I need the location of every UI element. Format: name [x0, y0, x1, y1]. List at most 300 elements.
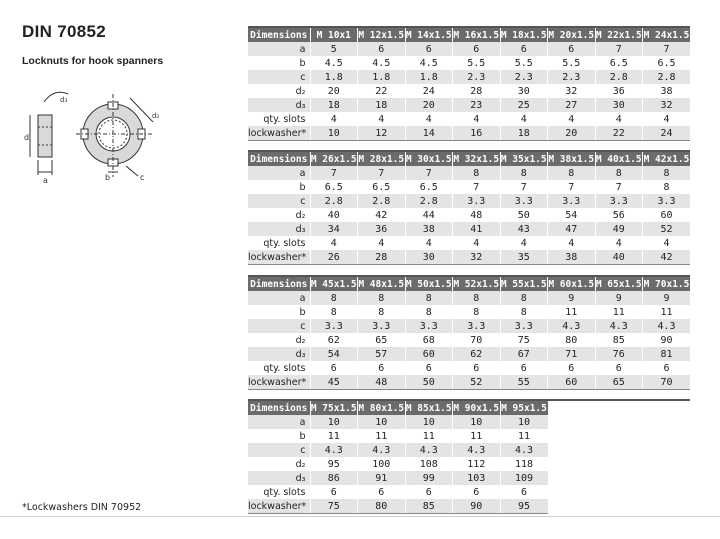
table-cell: 7 — [595, 42, 643, 56]
page-title: DIN 70852 — [22, 22, 106, 41]
column-header-thread-size: M 65x1.5 — [595, 278, 642, 290]
table-cell: 3.3 — [548, 194, 596, 208]
table-row — [248, 236, 690, 250]
row-label: b — [248, 180, 310, 194]
table-cell: 7 — [358, 166, 406, 180]
row-label: d₂ — [248, 333, 310, 347]
row-label: lockwasher* — [248, 499, 310, 514]
table-cell: 54 — [548, 208, 596, 222]
table-row — [248, 222, 690, 236]
table-row — [248, 471, 548, 485]
table-cell: 4 — [500, 236, 548, 250]
table-cell: 52 — [453, 375, 501, 390]
column-header-thread-size: M 42x1.5 — [643, 153, 690, 165]
table-cell: 7 — [405, 166, 453, 180]
column-header-thread-size: M 80x1.5 — [358, 402, 405, 414]
table-cell: 4.5 — [310, 56, 358, 70]
table-row — [248, 180, 690, 194]
table-cell: 109 — [500, 471, 548, 485]
table-cell: 62 — [453, 347, 501, 361]
table-cell: 8 — [643, 180, 691, 194]
table-cell: 6 — [548, 361, 596, 375]
column-header-thread-size: M 40x1.5 — [595, 153, 642, 165]
row-label: d₃ — [248, 98, 310, 112]
column-header-dimensions: Dimensions — [248, 401, 310, 415]
table-cell: 4.3 — [548, 319, 596, 333]
table-cell: 6 — [405, 361, 453, 375]
table-cell: 28 — [453, 84, 501, 98]
table-cell: 9 — [643, 291, 691, 305]
table-cell: 99 — [405, 471, 453, 485]
table-cell: 2.8 — [310, 194, 358, 208]
table-cell: 71 — [548, 347, 596, 361]
table-cell: 70 — [453, 333, 501, 347]
row-label: d₂ — [248, 84, 310, 98]
table-cell: 7 — [643, 42, 691, 56]
table-cell: 45 — [310, 375, 358, 390]
table-cell: 32 — [548, 84, 596, 98]
row-label: lockwasher* — [248, 250, 310, 265]
table-cell: 36 — [595, 84, 643, 98]
row-label: qty. slots — [248, 236, 310, 250]
table-cell: 108 — [405, 457, 453, 471]
table-cell: 11 — [643, 305, 691, 319]
table-cell: 32 — [643, 98, 691, 112]
table-cell: 4.3 — [500, 443, 548, 457]
table-cell: 6.5 — [310, 180, 358, 194]
table-cell: 10 — [453, 415, 501, 429]
table-cell: 9 — [548, 291, 596, 305]
table-cell: 40 — [595, 250, 643, 265]
table-cell: 52 — [643, 222, 691, 236]
column-header-thread-size: M 26x1.5 — [310, 153, 357, 165]
table-cell: 8 — [358, 291, 406, 305]
table-cell: 6 — [310, 485, 358, 499]
table-cell: 6.5 — [358, 180, 406, 194]
dimension-table-4 — [248, 401, 548, 514]
table-header-row — [248, 28, 690, 42]
table-header-row — [248, 277, 690, 291]
column-header-thread-size: M 35x1.5 — [500, 153, 547, 165]
table-cell: 65 — [595, 375, 643, 390]
row-label: c — [248, 194, 310, 208]
table-cell: 4 — [643, 112, 691, 126]
table-cell: 56 — [595, 208, 643, 222]
table-cell: 16 — [453, 126, 501, 141]
row-label: b — [248, 429, 310, 443]
table-row — [248, 443, 548, 457]
table-cell: 60 — [548, 375, 596, 390]
row-label: qty. slots — [248, 485, 310, 499]
table-cell: 2.8 — [405, 194, 453, 208]
row-label: qty. slots — [248, 112, 310, 126]
table-cell: 4.3 — [310, 443, 358, 457]
table-cell: 11 — [500, 429, 548, 443]
table-row — [248, 112, 690, 126]
table-cell: 60 — [643, 208, 691, 222]
table-header-row — [248, 152, 690, 166]
row-label: a — [248, 291, 310, 305]
table-cell: 54 — [310, 347, 358, 361]
table-cell: 4 — [643, 236, 691, 250]
table-cell: 32 — [453, 250, 501, 265]
table-cell: 38 — [643, 84, 691, 98]
table-cell: 18 — [310, 98, 358, 112]
column-header-thread-size: M 45x1.5 — [310, 278, 357, 290]
table-cell: 4 — [310, 236, 358, 250]
locknut-technical-drawing — [18, 82, 168, 187]
table-cell: 100 — [358, 457, 406, 471]
dimension-table-3 — [248, 277, 690, 390]
table-cell: 8 — [500, 166, 548, 180]
column-header-thread-size: M 16x1.5 — [453, 29, 500, 41]
table-cell: 30 — [595, 98, 643, 112]
table-cell: 4 — [310, 112, 358, 126]
table-cell: 18 — [500, 126, 548, 141]
table-cell: 4 — [405, 112, 453, 126]
table-cell: 90 — [643, 333, 691, 347]
table-cell: 40 — [310, 208, 358, 222]
table-row — [248, 84, 690, 98]
table-cell: 81 — [643, 347, 691, 361]
label-d3: d₃ — [60, 96, 68, 104]
row-label: a — [248, 166, 310, 180]
table-cell: 11 — [595, 305, 643, 319]
column-header-thread-size: M 28x1.5 — [358, 153, 405, 165]
table-cell: 5.5 — [500, 56, 548, 70]
table-cell: 23 — [453, 98, 501, 112]
table-row — [248, 305, 690, 319]
table-cell: 35 — [500, 250, 548, 265]
table-cell: 4 — [453, 112, 501, 126]
table-cell: 18 — [358, 98, 406, 112]
table-cell: 9 — [595, 291, 643, 305]
table-cell: 11 — [310, 429, 358, 443]
table-cell: 47 — [548, 222, 596, 236]
table-cell: 112 — [453, 457, 501, 471]
table-cell: 80 — [358, 499, 406, 514]
column-header-thread-size: M 32x1.5 — [453, 153, 500, 165]
column-header-thread-size: M 95x1.5 — [501, 402, 547, 414]
table-cell: 6 — [358, 485, 406, 499]
label-c: c — [140, 173, 145, 182]
table-cell: 20 — [310, 84, 358, 98]
table-row — [248, 485, 548, 499]
table-cell: 91 — [358, 471, 406, 485]
table-cell: 8 — [548, 166, 596, 180]
table-cell: 3.3 — [453, 319, 501, 333]
table-row — [248, 319, 690, 333]
table-cell: 3.3 — [358, 319, 406, 333]
table-cell: 4 — [453, 236, 501, 250]
table-cell: 24 — [643, 126, 691, 141]
footer-divider — [0, 516, 720, 517]
table-cell: 3.3 — [310, 319, 358, 333]
table-cell: 7 — [548, 180, 596, 194]
table-cell: 42 — [358, 208, 406, 222]
row-label: lockwasher* — [248, 375, 310, 390]
table-cell: 85 — [595, 333, 643, 347]
table-cell: 57 — [358, 347, 406, 361]
table-cell: 3.3 — [453, 194, 501, 208]
table-cell: 2.8 — [643, 70, 691, 84]
table-row — [248, 56, 690, 70]
column-header-thread-size: M 22x1.5 — [595, 29, 642, 41]
table-cell: 38 — [405, 222, 453, 236]
table-row — [248, 208, 690, 222]
table-cell: 10 — [310, 415, 358, 429]
table-cell: 8 — [453, 291, 501, 305]
table-cell: 4.3 — [643, 319, 691, 333]
label-b: b — [105, 173, 111, 182]
row-label: lockwasher* — [248, 126, 310, 141]
table-cell: 6 — [500, 42, 548, 56]
table-cell: 10 — [310, 126, 358, 141]
column-header-thread-size: M 90x1.5 — [453, 402, 500, 414]
table-cell: 3.3 — [500, 319, 548, 333]
table-cell: 4 — [548, 112, 596, 126]
table-cell: 10 — [405, 415, 453, 429]
dimension-table-1 — [248, 28, 690, 141]
table-cell: 67 — [500, 347, 548, 361]
table-cell: 34 — [310, 222, 358, 236]
row-label: a — [248, 42, 310, 56]
locknut-side-view — [30, 92, 68, 175]
table-cell: 90 — [453, 499, 501, 514]
table-cell: 80 — [548, 333, 596, 347]
table-cell: 3.3 — [595, 194, 643, 208]
column-header-dimensions: Dimensions — [248, 28, 310, 42]
table-cell: 10 — [500, 415, 548, 429]
table-row — [248, 42, 690, 56]
table-cell: 2.8 — [595, 70, 643, 84]
table-cell: 38 — [548, 250, 596, 265]
table-cell: 6 — [453, 485, 501, 499]
table-cell: 6.5 — [595, 56, 643, 70]
table-cell: 8 — [310, 305, 358, 319]
table-row — [248, 457, 548, 471]
table-cell: 4 — [595, 236, 643, 250]
table-cell: 11 — [405, 429, 453, 443]
column-header-thread-size: M 24x1.5 — [643, 29, 690, 41]
column-header-thread-size: M 60x1.5 — [548, 278, 595, 290]
table-cell: 1.8 — [358, 70, 406, 84]
table-cell: 3.3 — [500, 194, 548, 208]
table-cell: 25 — [500, 98, 548, 112]
table-cell: 4 — [358, 112, 406, 126]
table-cell: 4 — [548, 236, 596, 250]
row-label: qty. slots — [248, 361, 310, 375]
table-cell: 103 — [453, 471, 501, 485]
table-cell: 6 — [405, 42, 453, 56]
column-header-thread-size: M 85x1.5 — [405, 402, 452, 414]
table-cell: 85 — [405, 499, 453, 514]
table-cell: 75 — [500, 333, 548, 347]
row-label: c — [248, 70, 310, 84]
table-cell: 14 — [405, 126, 453, 141]
table-cell: 36 — [358, 222, 406, 236]
table-cell: 11 — [358, 429, 406, 443]
column-header-thread-size: M 48x1.5 — [358, 278, 405, 290]
table-cell: 6 — [310, 361, 358, 375]
table-cell: 62 — [310, 333, 358, 347]
row-label: c — [248, 443, 310, 457]
table-cell: 6 — [595, 361, 643, 375]
row-label: d₂ — [248, 208, 310, 222]
table-cell: 5 — [310, 42, 358, 56]
table-cell: 12 — [358, 126, 406, 141]
table-cell: 48 — [358, 375, 406, 390]
table-cell: 8 — [500, 305, 548, 319]
table-cell: 6.5 — [643, 56, 691, 70]
dimension-table-2 — [248, 152, 690, 265]
table-cell: 8 — [453, 305, 501, 319]
table-row — [248, 347, 690, 361]
table-cell: 5.5 — [548, 56, 596, 70]
row-label: b — [248, 305, 310, 319]
row-label: d₂ — [248, 457, 310, 471]
column-header-thread-size: M 50x1.5 — [405, 278, 452, 290]
table-cell: 30 — [500, 84, 548, 98]
table-cell: 1.8 — [405, 70, 453, 84]
row-label: d₃ — [248, 222, 310, 236]
table-row — [248, 70, 690, 84]
table-row — [248, 98, 690, 112]
table-cell: 4 — [358, 236, 406, 250]
table-cell: 70 — [643, 375, 691, 390]
table-cell: 27 — [548, 98, 596, 112]
table-cell: 2.3 — [500, 70, 548, 84]
table-cell: 4.3 — [358, 443, 406, 457]
table-cell: 11 — [453, 429, 501, 443]
table-cell: 6 — [643, 361, 691, 375]
table-cell: 6 — [453, 42, 501, 56]
table-cell: 44 — [405, 208, 453, 222]
column-header-thread-size: M 14x1.5 — [405, 29, 452, 41]
table-cell: 65 — [358, 333, 406, 347]
table-cell: 6.5 — [405, 180, 453, 194]
label-d: d — [24, 133, 30, 142]
table-header-row — [248, 401, 548, 415]
table-cell: 60 — [405, 347, 453, 361]
table-cell: 4.3 — [405, 443, 453, 457]
table-cell: 8 — [405, 305, 453, 319]
table-cell: 2.3 — [453, 70, 501, 84]
table-cell: 7 — [310, 166, 358, 180]
row-label: c — [248, 319, 310, 333]
table-cell: 8 — [310, 291, 358, 305]
table-cell: 76 — [595, 347, 643, 361]
table-cell: 7 — [453, 180, 501, 194]
table-cell: 75 — [310, 499, 358, 514]
table-row — [248, 375, 690, 390]
table-cell: 26 — [310, 250, 358, 265]
column-header-thread-size: M 38x1.5 — [548, 153, 595, 165]
row-label: d₃ — [248, 471, 310, 485]
table-cell: 8 — [453, 166, 501, 180]
table-cell: 8 — [405, 291, 453, 305]
table-cell: 10 — [358, 415, 406, 429]
table-cell: 3.3 — [405, 319, 453, 333]
table-cell: 20 — [405, 98, 453, 112]
table-cell: 7 — [500, 180, 548, 194]
table-cell: 48 — [453, 208, 501, 222]
table-cell: 4.3 — [595, 319, 643, 333]
table-row — [248, 361, 690, 375]
table-cell: 6 — [453, 361, 501, 375]
table-cell: 22 — [358, 84, 406, 98]
table-cell: 95 — [500, 499, 548, 514]
column-header-thread-size: M 18x1.5 — [500, 29, 547, 41]
table-cell: 30 — [405, 250, 453, 265]
table-cell: 11 — [548, 305, 596, 319]
table-cell: 3.3 — [643, 194, 691, 208]
table-cell: 118 — [500, 457, 548, 471]
footnote-lockwashers: *Lockwashers DIN 70952 — [22, 502, 142, 513]
table-cell: 50 — [500, 208, 548, 222]
column-header-thread-size: M 75x1.5 — [310, 402, 357, 414]
table-cell: 2.3 — [548, 70, 596, 84]
table-cell: 95 — [310, 457, 358, 471]
row-label: b — [248, 56, 310, 70]
table-cell: 6 — [358, 361, 406, 375]
table-cell: 8 — [358, 305, 406, 319]
page-subtitle: Locknuts for hook spanners — [22, 55, 164, 67]
table-cell: 4 — [595, 112, 643, 126]
table-cell: 42 — [643, 250, 691, 265]
table-cell: 6 — [358, 42, 406, 56]
column-header-thread-size: M 55x1.5 — [500, 278, 547, 290]
table-cell: 4.3 — [453, 443, 501, 457]
table-row — [248, 499, 548, 514]
table-cell: 1.8 — [310, 70, 358, 84]
locknut-front-view — [76, 94, 153, 177]
table-cell: 4.5 — [405, 56, 453, 70]
column-header-thread-size: M 20x1.5 — [548, 29, 595, 41]
table-cell: 4 — [405, 236, 453, 250]
table-row — [248, 194, 690, 208]
row-label: d₃ — [248, 347, 310, 361]
table-cell: 8 — [643, 166, 691, 180]
column-header-thread-size: M 70x1.5 — [643, 278, 690, 290]
table-cell: 6 — [405, 485, 453, 499]
table-row — [248, 415, 548, 429]
label-a: a — [43, 176, 48, 185]
column-header-dimensions: Dimensions — [248, 152, 310, 166]
row-label: a — [248, 415, 310, 429]
column-header-thread-size: M 30x1.5 — [405, 153, 452, 165]
table-cell: 7 — [595, 180, 643, 194]
table-row — [248, 126, 690, 141]
table-cell: 6 — [548, 42, 596, 56]
table-cell: 6 — [500, 485, 548, 499]
table-cell: 24 — [405, 84, 453, 98]
table-row — [248, 429, 548, 443]
table-row — [248, 250, 690, 265]
column-header-dimensions: Dimensions — [248, 277, 310, 291]
table-cell: 50 — [405, 375, 453, 390]
table-cell: 86 — [310, 471, 358, 485]
table-row — [248, 166, 690, 180]
table-cell: 41 — [453, 222, 501, 236]
table-cell: 2.8 — [358, 194, 406, 208]
table-cell: 22 — [595, 126, 643, 141]
column-header-thread-size: M 52x1.5 — [453, 278, 500, 290]
column-header-thread-size: M 10x1 — [310, 28, 358, 42]
table-cell: 8 — [500, 291, 548, 305]
table-cell: 6 — [500, 361, 548, 375]
label-d2: d₂ — [152, 112, 160, 120]
